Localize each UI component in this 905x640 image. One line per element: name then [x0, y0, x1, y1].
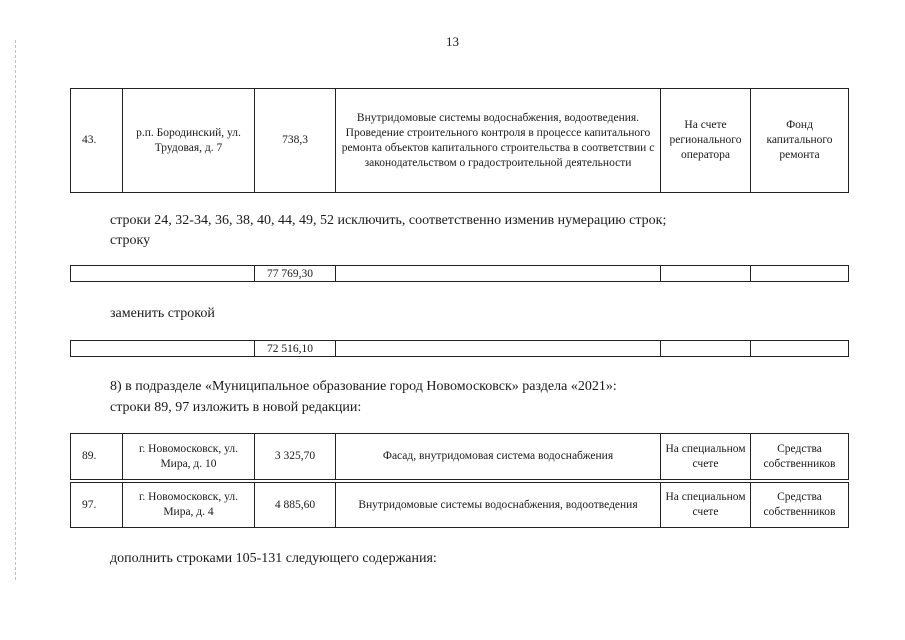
new-total-row: [70, 340, 849, 357]
area-cell: 4 885,60: [255, 483, 336, 528]
area-cell: 3 325,70: [255, 434, 336, 480]
margin-scan-mark: [15, 40, 17, 580]
empty-cell: [661, 341, 751, 357]
empty-cell: [661, 266, 751, 282]
table-row: [71, 483, 849, 528]
funding-source-cell: Средства собственников: [751, 483, 849, 528]
empty-cell: [751, 341, 849, 357]
table-row-89: [70, 433, 849, 480]
empty-cell: [336, 266, 661, 282]
funding-source-cell: Фонд капитального ремонта: [751, 89, 849, 193]
table-row: [71, 89, 849, 193]
area-cell: 738,3: [255, 89, 336, 193]
page-number: 13: [446, 34, 459, 49]
address-cell: р.п. Бородинский, ул. Трудовая, д. 7: [123, 89, 255, 193]
old-total-row: [70, 265, 849, 282]
funding-source-cell: Средства собственников: [751, 434, 849, 480]
total-amount-cell: 72 516,10: [255, 341, 336, 357]
account-type-cell: На специальном счете: [661, 483, 751, 528]
empty-cell: [71, 266, 255, 282]
work-type-cell: Фасад, внутридомовая система водоснабжения: [336, 434, 661, 480]
total-amount-cell: 77 769,30: [255, 266, 336, 282]
empty-cell: [751, 266, 849, 282]
section-8-heading: 8) в подразделе «Муниципальное образование город Новомосковск» раздела «2021»:: [110, 379, 617, 394]
work-type-cell: Внутридомовые системы водоснабжения, водоотведения. Проведение строительного контроля в процессе капитального ремонта объектов капитального строительства в соответствии с законодательством о градостроительной деятельности: [336, 89, 661, 193]
replace-with-text: заменить строкой: [110, 306, 215, 321]
address-cell: г. Новомосковск, ул. Мира, д. 10: [123, 434, 255, 480]
account-type-cell: На счете регионального оператора: [661, 89, 751, 193]
table-row-97: [70, 482, 849, 528]
row-number-cell: 89.: [71, 434, 123, 480]
work-type-cell: Внутридомовые системы водоснабжения, водоотведения: [336, 483, 661, 528]
exclude-rows-text: строки 24, 32-34, 36, 38, 40, 44, 49, 52 исключить, соответственно изменив нумерацию строк;: [110, 213, 667, 228]
section-8-instruction: строки 89, 97 изложить в новой редакции:: [110, 400, 362, 415]
account-type-cell: На специальном счете: [661, 434, 751, 480]
empty-cell: [336, 341, 661, 357]
address-cell: г. Новомосковск, ул. Мира, д. 4: [123, 483, 255, 528]
row-number-cell: 97.: [71, 483, 123, 528]
row-number-cell: 43.: [71, 89, 123, 193]
empty-cell: [71, 341, 255, 357]
table-row-43: [70, 88, 849, 193]
append-rows-text: дополнить строками 105-131 следующего содержания:: [110, 551, 437, 566]
row-word-text: строку: [110, 233, 151, 248]
table-row: [71, 434, 849, 480]
